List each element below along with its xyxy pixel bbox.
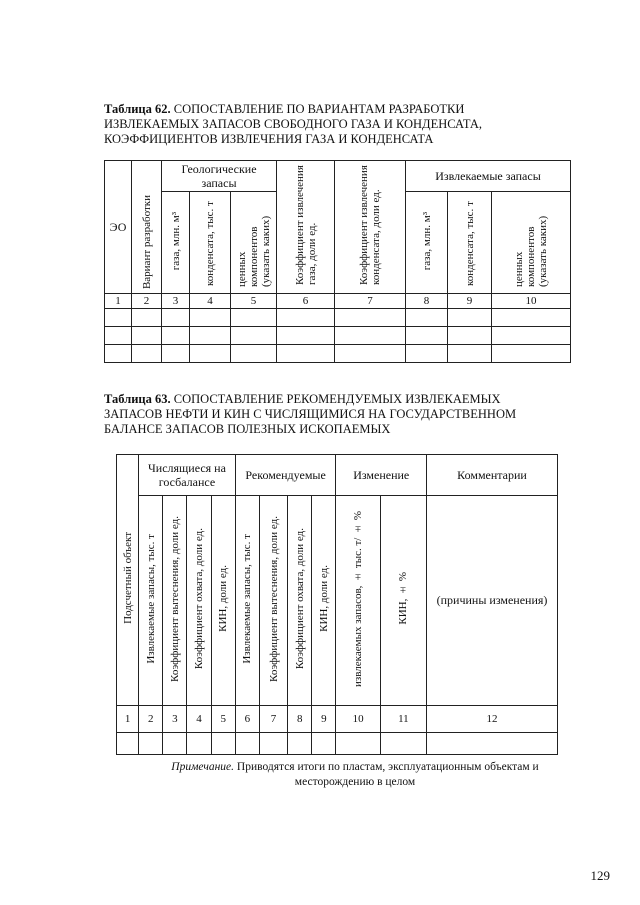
- col-cond-header: конденсата, тыс. т: [190, 192, 231, 294]
- col-num: 8: [406, 294, 448, 309]
- col-object-header: Подсчетный объект: [117, 455, 139, 706]
- geo-reserves-header: Геологические запасы: [162, 161, 277, 192]
- col-eo-header: ЭО: [105, 161, 132, 294]
- col-num: 5: [231, 294, 277, 309]
- col-kin-header: КИН, доли ед.: [211, 496, 235, 706]
- table63-caption-text: СОПОСТАВЛЕНИЕ РЕКОМЕНДУЕМЫХ ИЗВЛЕКАЕМЫХ ЗАПАСОВ НЕФТИ И КИН С ЧИСЛЯЩИМИСЯ НА ГОСУДАРСТВЕННОМ БАЛАНСЕ ЗАПАСОВ ПОЛЕЗНЫХ ИСКОПАЕМЫХ: [104, 392, 517, 436]
- col-num: 9: [448, 294, 492, 309]
- col-kcond-header: Коэффициент извлечения конденсата, доли ед.: [335, 161, 406, 294]
- col-num: 4: [190, 294, 231, 309]
- col-num: 1: [105, 294, 132, 309]
- col-reserves-header: Извлекаемые запасы, тыс. т: [139, 496, 163, 706]
- col-num: 3: [162, 294, 190, 309]
- col-num: 11: [380, 706, 426, 733]
- note-text: Приводятся итоги по пластам, эксплуатационным объектам и месторождению в целом: [234, 761, 539, 788]
- col-num: 2: [132, 294, 162, 309]
- col-reserves-header-2: Извлекаемые запасы, тыс. т: [235, 496, 259, 706]
- col-kcov-header: Коэффициент охвата, доли ед.: [187, 496, 211, 706]
- table-62: [104, 160, 571, 363]
- col-num: 1: [117, 706, 139, 733]
- column-number-row: [117, 706, 558, 733]
- col-kgas-header: Коэффициент извлечения газа, доли ед.: [277, 161, 335, 294]
- col-kin-header-2: КИН, доли ед.: [312, 496, 336, 706]
- col-valuable-header: ценных компонентов (указать каких): [231, 192, 277, 294]
- table-63: [116, 454, 558, 755]
- col-kdisp-header: Коэффициент вытеснения, доли ед.: [163, 496, 187, 706]
- col-num: 4: [187, 706, 211, 733]
- change-header: Изменение: [336, 455, 427, 496]
- note-label: Примечание.: [171, 761, 235, 773]
- col-num: 7: [335, 294, 406, 309]
- table63-caption-label: Таблица 63.: [104, 392, 171, 406]
- table-row: [105, 327, 571, 345]
- col-variant-header: Вариант разработки: [132, 161, 162, 294]
- col-reasons-header: (причины изменения): [427, 496, 558, 706]
- col-num: 12: [427, 706, 558, 733]
- column-number-row: [105, 294, 571, 309]
- table62-caption-label: Таблица 62.: [104, 102, 171, 116]
- table-row: [105, 309, 571, 327]
- table62-caption-text: СОПОСТАВЛЕНИЕ ПО ВАРИАНТАМ РАЗРАБОТКИ ИЗВЛЕКАЕМЫХ ЗАПАСОВ СВОБОДНОГО ГАЗА И КОНДЕНСАТА, КОЭФФИЦИЕНТОВ ИЗВЛЕЧЕНИЯ ГАЗА И КОНДЕНСАТА: [104, 102, 483, 146]
- col-num: 6: [235, 706, 259, 733]
- col-num: 8: [288, 706, 312, 733]
- table62-caption: [104, 102, 524, 147]
- col-kcov-header-2: Коэффициент охвата, доли ед.: [288, 496, 312, 706]
- col-rgas-header: газа, млн. м³: [406, 192, 448, 294]
- col-rvaluable-header: ценных компонентов (указать каких): [492, 192, 571, 294]
- recommended-header: Рекомендуемые: [235, 455, 336, 496]
- col-num: 9: [312, 706, 336, 733]
- col-chg-reserves-header: извлекаемых запасов, ± тыс. т/ ± %: [336, 496, 380, 706]
- balance-header: Числящиеся на госбалансе: [139, 455, 236, 496]
- table63-note: [150, 760, 560, 790]
- col-rcond-header: конденсата, тыс. т: [448, 192, 492, 294]
- col-num: 3: [163, 706, 187, 733]
- table-row: [117, 733, 558, 755]
- col-num: 5: [211, 706, 235, 733]
- recoverable-reserves-header: Извлекаемые запасы: [406, 161, 571, 192]
- col-num: 6: [277, 294, 335, 309]
- col-num: 10: [336, 706, 380, 733]
- col-num: 7: [259, 706, 287, 733]
- col-gas-header: газа, млн. м³: [162, 192, 190, 294]
- comments-header: Комментарии: [427, 455, 558, 496]
- table-row: [105, 345, 571, 363]
- col-chg-kin-header: КИН, ± %: [380, 496, 426, 706]
- col-num: 10: [492, 294, 571, 309]
- col-kdisp-header-2: Коэффициент вытеснения, доли ед.: [259, 496, 287, 706]
- col-num: 2: [139, 706, 163, 733]
- table63-caption: [104, 392, 524, 437]
- page-number: 129: [590, 868, 610, 883]
